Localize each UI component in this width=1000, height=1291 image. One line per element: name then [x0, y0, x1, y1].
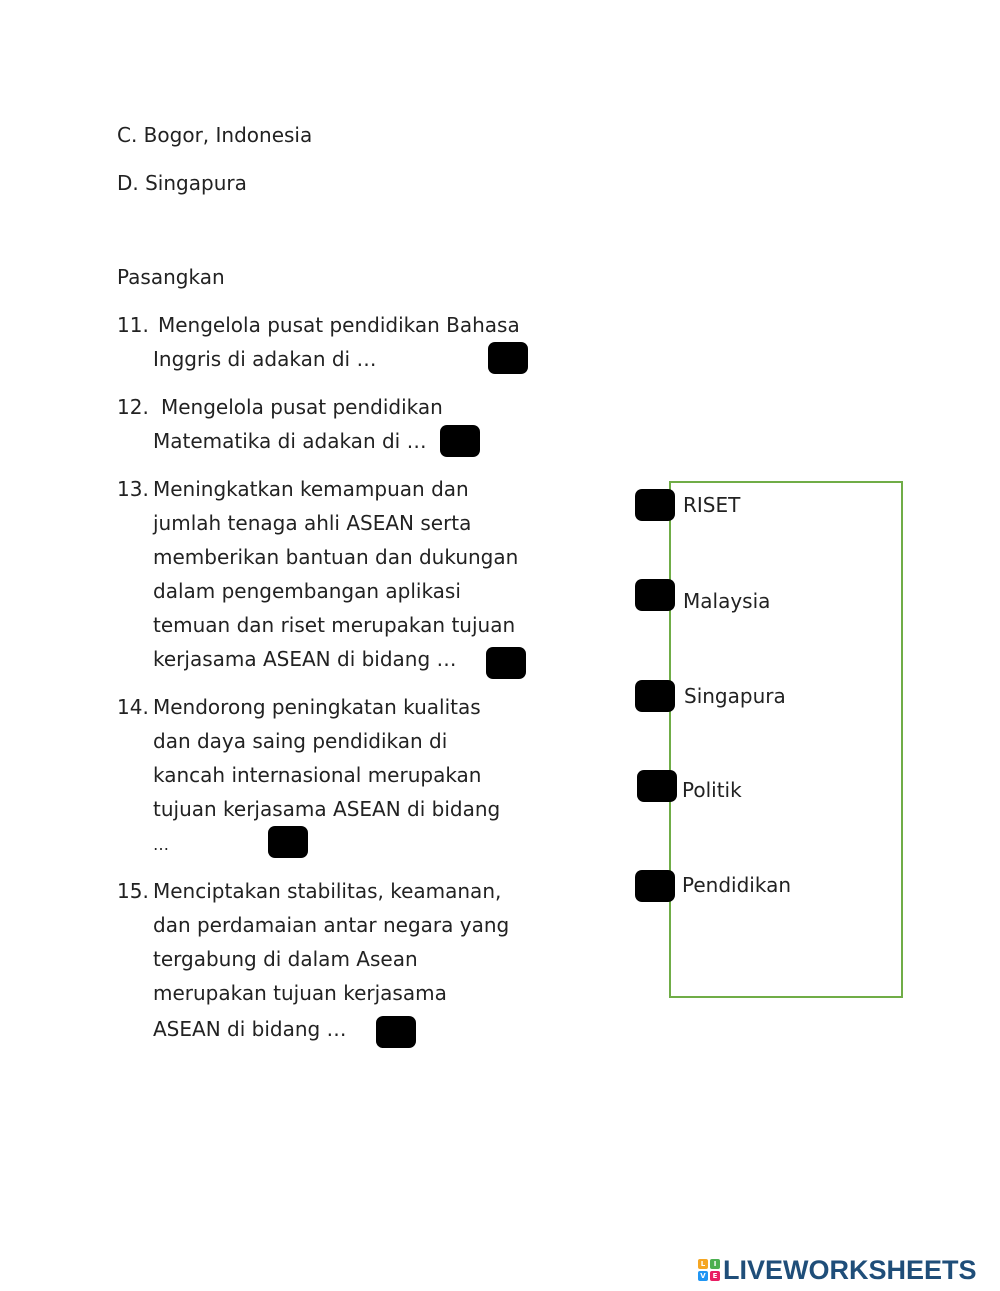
question-text-line: … — [153, 835, 169, 854]
logo-mark-letter: V — [698, 1271, 708, 1281]
answer-handle-pendidikan[interactable] — [635, 870, 675, 902]
question-text-line: temuan dan riset merupakan tujuan — [153, 613, 516, 637]
answer-handle-riset[interactable] — [635, 489, 675, 521]
question-text-line: kerjasama ASEAN di bidang … — [153, 647, 457, 671]
answer-drop-slot-13[interactable] — [486, 647, 526, 679]
question-text-line: tujuan kerjasama ASEAN di bidang — [153, 797, 501, 821]
answer-handle-singapura[interactable] — [635, 680, 675, 712]
question-text-line: ASEAN di bidang … — [153, 1017, 347, 1041]
question-text-line: Inggris di adakan di … — [153, 347, 377, 371]
question-number: 14. — [117, 695, 149, 719]
option-d-text: D. Singapura — [117, 171, 247, 195]
question-text-line: jumlah tenaga ahli ASEAN serta — [153, 511, 472, 535]
question-text-line: memberikan bantuan dan dukungan — [153, 545, 519, 569]
question-number: 12. — [117, 395, 149, 419]
question-text-line: Mengelola pusat pendidikan Bahasa — [158, 313, 520, 337]
liveworksheets-logo-icon — [698, 1259, 720, 1281]
answer-options-box — [669, 481, 903, 998]
question-text-line: Matematika di adakan di … — [153, 429, 427, 453]
liveworksheets-logo — [698, 1256, 977, 1284]
answer-handle-malaysia[interactable] — [635, 579, 675, 611]
section-title: Pasangkan — [117, 265, 225, 289]
answer-handle-politik[interactable] — [637, 770, 677, 802]
question-text-line: Mengelola pusat pendidikan — [161, 395, 443, 419]
answer-option-riset: RISET — [683, 493, 741, 517]
logo-mark-letter: E — [710, 1271, 720, 1281]
question-number: 13. — [117, 477, 149, 501]
answer-option-malaysia: Malaysia — [683, 589, 771, 613]
question-text-line: dan daya saing pendidikan di — [153, 729, 448, 753]
answer-drop-slot-11[interactable] — [488, 342, 528, 374]
answer-option-pendidikan: Pendidikan — [682, 873, 791, 897]
logo-mark-letter: I — [710, 1259, 720, 1269]
question-text-line: merupakan tujuan kerjasama — [153, 981, 447, 1005]
question-text-line: Menciptakan stabilitas, keamanan, — [153, 879, 502, 903]
brand-name: LIVEWORKSHEETS — [723, 1254, 977, 1285]
answer-option-singapura: Singapura — [684, 684, 786, 708]
question-number: 15. — [117, 879, 149, 903]
question-text-line: Meningkatkan kemampuan dan — [153, 477, 469, 501]
question-text-line: Mendorong peningkatan kualitas — [153, 695, 481, 719]
question-text-line: tergabung di dalam Asean — [153, 947, 418, 971]
option-c-text: C. Bogor, Indonesia — [117, 123, 313, 147]
answer-drop-slot-14[interactable] — [268, 826, 308, 858]
question-text-line: dan perdamaian antar negara yang — [153, 913, 510, 937]
logo-mark-letter: L — [698, 1259, 708, 1269]
answer-drop-slot-15[interactable] — [376, 1016, 416, 1048]
question-text-line: kancah internasional merupakan — [153, 763, 482, 787]
answer-option-politik: Politik — [682, 778, 742, 802]
answer-drop-slot-12[interactable] — [440, 425, 480, 457]
question-number: 11. — [117, 313, 149, 337]
question-text-line: dalam pengembangan aplikasi — [153, 579, 461, 603]
